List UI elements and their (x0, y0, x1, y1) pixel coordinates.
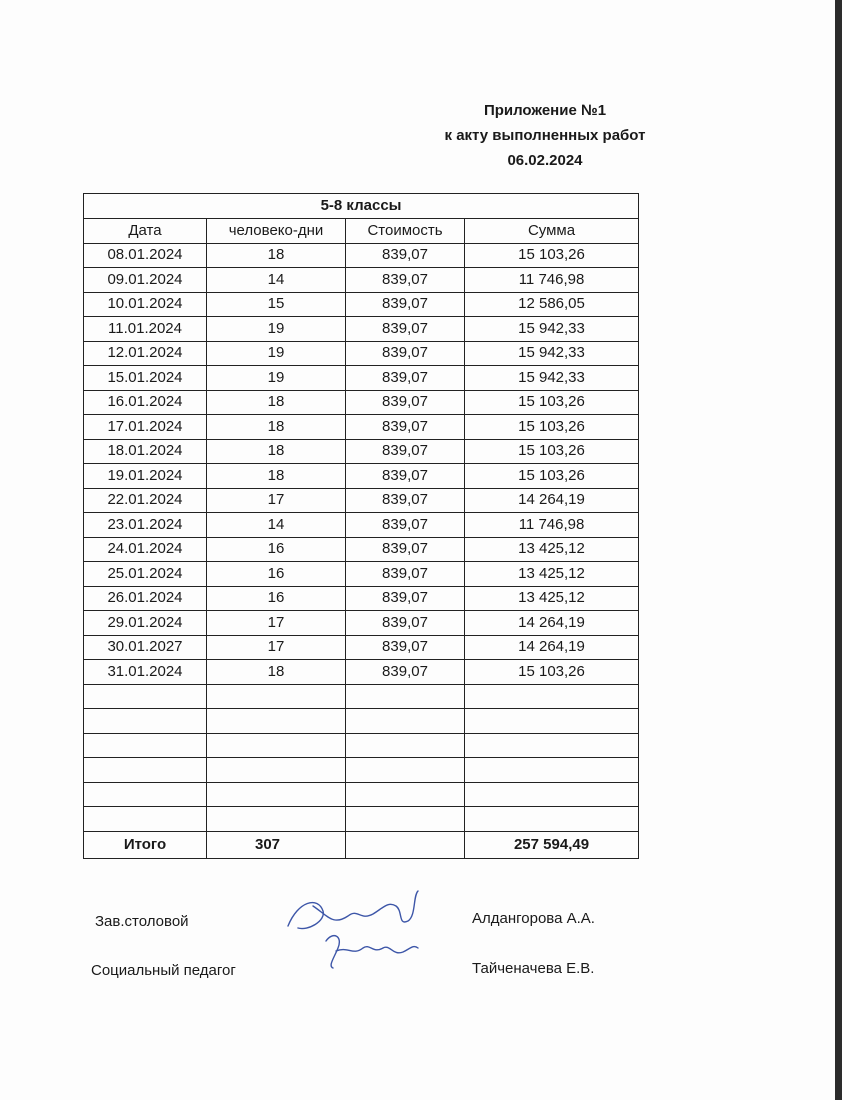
person-days-cell: 18 (207, 390, 346, 415)
cost-cell: 839,07 (346, 660, 465, 685)
cost-cell: 839,07 (346, 464, 465, 489)
empty-cell (465, 758, 639, 783)
table-row (84, 660, 639, 685)
empty-cell (465, 782, 639, 807)
appendix-date: 06.02.2024 (507, 152, 583, 169)
cost-cell: 839,07 (346, 390, 465, 415)
sum-cell: 11 746,98 (465, 513, 639, 538)
person-days-cell: 18 (207, 415, 346, 440)
date-cell: 25.01.2024 (84, 562, 207, 587)
empty-cell (207, 807, 346, 832)
empty-row (84, 758, 639, 783)
empty-cell (84, 758, 207, 783)
empty-cell (465, 684, 639, 709)
date-cell: 31.01.2024 (84, 660, 207, 685)
signature-role-social-teacher: Социальный педагог (91, 962, 236, 979)
table-row (84, 488, 639, 513)
person-days-cell: 17 (207, 611, 346, 636)
appendix-title: Приложение №1 (483, 102, 607, 119)
sum-cell: 13 425,12 (465, 537, 639, 562)
sum-cell: 13 425,12 (465, 562, 639, 587)
table-row (84, 243, 639, 268)
table-row (84, 268, 639, 293)
document-header (380, 98, 710, 173)
person-days-cell: 16 (207, 562, 346, 587)
person-days-cell: 17 (207, 488, 346, 513)
sum-cell: 14 264,19 (465, 635, 639, 660)
page-edge-shadow (835, 0, 842, 1100)
total-days: 307 (207, 831, 346, 858)
sum-cell: 15 103,26 (465, 390, 639, 415)
total-row (84, 831, 639, 858)
cost-cell: 839,07 (346, 562, 465, 587)
cost-cell: 839,07 (346, 439, 465, 464)
empty-row (84, 684, 639, 709)
empty-row (84, 782, 639, 807)
date-cell: 15.01.2024 (84, 366, 207, 391)
cost-cell: 839,07 (346, 537, 465, 562)
sum-cell: 15 942,33 (465, 366, 639, 391)
date-cell: 18.01.2024 (84, 439, 207, 464)
sum-cell: 15 103,26 (465, 415, 639, 440)
total-cost (346, 831, 465, 858)
cost-cell: 839,07 (346, 611, 465, 636)
section-title-row (84, 194, 639, 219)
cost-cell: 839,07 (346, 635, 465, 660)
cost-cell: 839,07 (346, 268, 465, 293)
empty-cell (207, 782, 346, 807)
empty-cell (346, 733, 465, 758)
cost-cell: 839,07 (346, 586, 465, 611)
date-cell: 30.01.2027 (84, 635, 207, 660)
date-cell: 17.01.2024 (84, 415, 207, 440)
column-header-person-days: человеко-дни (207, 219, 346, 244)
empty-cell (207, 733, 346, 758)
sum-cell: 11 746,98 (465, 268, 639, 293)
date-cell: 11.01.2024 (84, 317, 207, 342)
cost-cell: 839,07 (346, 513, 465, 538)
date-cell: 09.01.2024 (84, 268, 207, 293)
signature-name-canteen-head: Алдангорова А.А. (472, 910, 595, 927)
date-cell: 26.01.2024 (84, 586, 207, 611)
date-cell: 16.01.2024 (84, 390, 207, 415)
table-row (84, 415, 639, 440)
date-cell: 10.01.2024 (84, 292, 207, 317)
empty-cell (346, 807, 465, 832)
sum-cell: 15 103,26 (465, 243, 639, 268)
cost-cell: 839,07 (346, 341, 465, 366)
sum-cell: 15 103,26 (465, 660, 639, 685)
table-row (84, 317, 639, 342)
column-header-date: Дата (84, 219, 207, 244)
person-days-cell: 18 (207, 243, 346, 268)
empty-row (84, 709, 639, 734)
works-table (83, 193, 639, 859)
table-row (84, 611, 639, 636)
cost-cell: 839,07 (346, 366, 465, 391)
table-row (84, 635, 639, 660)
cost-cell: 839,07 (346, 415, 465, 440)
table-row (84, 537, 639, 562)
table-row (84, 292, 639, 317)
table-row (84, 562, 639, 587)
table-row (84, 513, 639, 538)
empty-cell (346, 758, 465, 783)
date-cell: 19.01.2024 (84, 464, 207, 489)
empty-cell (84, 684, 207, 709)
empty-cell (84, 782, 207, 807)
person-days-cell: 17 (207, 635, 346, 660)
empty-cell (84, 709, 207, 734)
empty-cell (207, 684, 346, 709)
date-cell: 23.01.2024 (84, 513, 207, 538)
sum-cell: 12 586,05 (465, 292, 639, 317)
empty-cell (207, 758, 346, 783)
table-row (84, 464, 639, 489)
table-row (84, 390, 639, 415)
person-days-cell: 14 (207, 513, 346, 538)
section-title: 5-8 классы (84, 194, 639, 219)
person-days-cell: 19 (207, 366, 346, 391)
date-cell: 24.01.2024 (84, 537, 207, 562)
signature-name-social-teacher: Тайченачева Е.В. (472, 960, 595, 977)
appendix-subtitle: к акту выполненных работ (444, 127, 646, 144)
table-row (84, 366, 639, 391)
empty-cell (346, 709, 465, 734)
cost-cell: 839,07 (346, 488, 465, 513)
person-days-cell: 18 (207, 464, 346, 489)
handwritten-signatures (278, 886, 428, 986)
column-header-sum: Сумма (465, 219, 639, 244)
cost-cell: 839,07 (346, 243, 465, 268)
sum-cell: 15 942,33 (465, 317, 639, 342)
empty-row (84, 807, 639, 832)
empty-cell (465, 733, 639, 758)
sum-cell: 14 264,19 (465, 611, 639, 636)
empty-cell (465, 709, 639, 734)
empty-cell (84, 807, 207, 832)
sum-cell: 15 103,26 (465, 439, 639, 464)
person-days-cell: 15 (207, 292, 346, 317)
cost-cell: 839,07 (346, 292, 465, 317)
empty-cell (346, 684, 465, 709)
empty-cell (465, 807, 639, 832)
cost-cell: 839,07 (346, 317, 465, 342)
empty-cell (207, 709, 346, 734)
table-row (84, 341, 639, 366)
person-days-cell: 19 (207, 341, 346, 366)
signature-role-canteen-head: Зав.столовой (95, 913, 189, 930)
sum-cell: 14 264,19 (465, 488, 639, 513)
person-days-cell: 18 (207, 660, 346, 685)
person-days-cell: 18 (207, 439, 346, 464)
sum-cell: 13 425,12 (465, 586, 639, 611)
person-days-cell: 16 (207, 586, 346, 611)
total-sum: 257 594,49 (465, 831, 639, 858)
person-days-cell: 16 (207, 537, 346, 562)
sum-cell: 15 942,33 (465, 341, 639, 366)
sum-cell: 15 103,26 (465, 464, 639, 489)
table-row (84, 586, 639, 611)
column-header-cost: Стоимость (346, 219, 465, 244)
date-cell: 22.01.2024 (84, 488, 207, 513)
empty-cell (346, 782, 465, 807)
person-days-cell: 19 (207, 317, 346, 342)
empty-row (84, 733, 639, 758)
total-label: Итого (84, 831, 207, 858)
column-header-row (84, 219, 639, 244)
table-row (84, 439, 639, 464)
person-days-cell: 14 (207, 268, 346, 293)
date-cell: 08.01.2024 (84, 243, 207, 268)
date-cell: 12.01.2024 (84, 341, 207, 366)
date-cell: 29.01.2024 (84, 611, 207, 636)
empty-cell (84, 733, 207, 758)
